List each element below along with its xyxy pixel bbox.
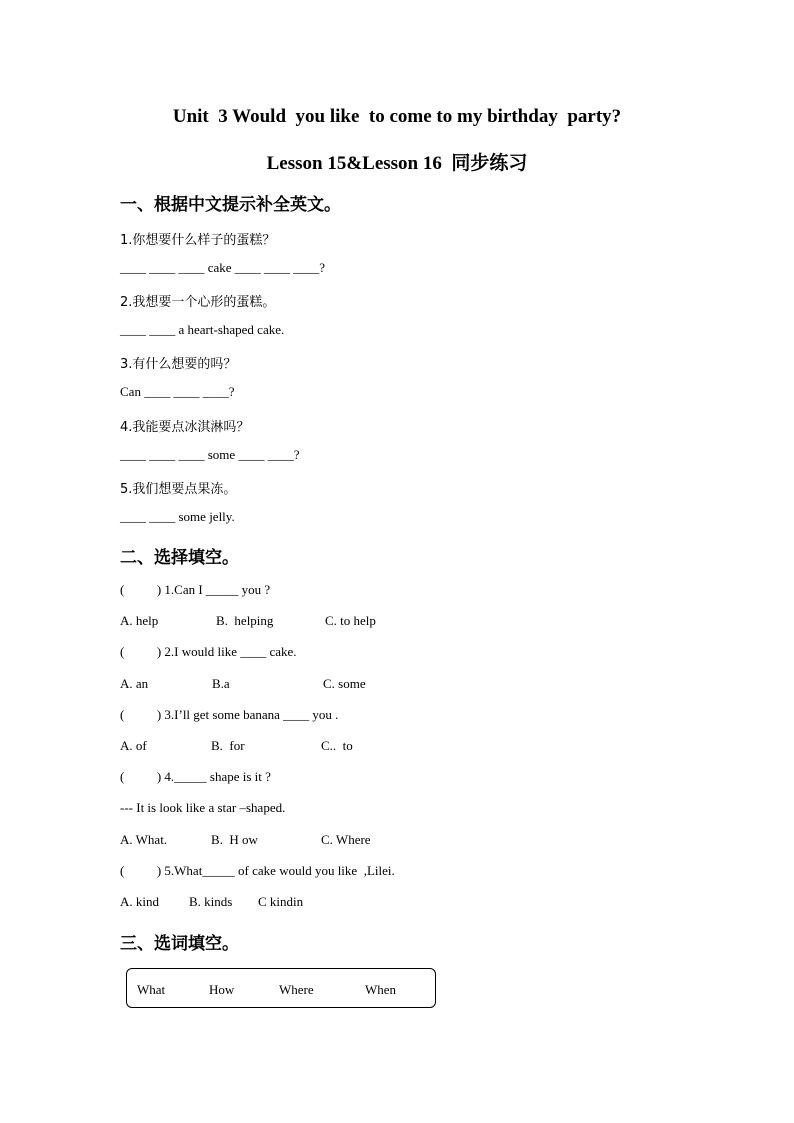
question-cn: 5.我们想要点果冻。	[120, 482, 237, 497]
option-c: C. Where	[321, 832, 371, 847]
option-a: A. help	[120, 613, 159, 628]
word-bank-item: When	[365, 982, 397, 997]
option-a: A. an	[120, 676, 149, 691]
question-cn: 3.有什么想要的吗？	[120, 357, 237, 372]
question-en: ____ ____ a heart-shaped cake.	[120, 322, 285, 337]
page-subtitle: Lesson 15&Lesson 16 同步练习	[266, 153, 528, 174]
option-c: C. to help	[325, 613, 376, 628]
question-en: ____ ____ ____ some ____ ____?	[120, 447, 300, 462]
option-b: B.a	[212, 676, 230, 691]
choice-question: ( ) 2.I would like ____ cake.	[120, 644, 297, 659]
question-cn: 1.你想要什么样子的蛋糕？	[120, 233, 276, 248]
question-dialogue: --- It is look like a star –shaped.	[120, 800, 286, 815]
option-c: C. some	[323, 676, 366, 691]
option-a: A. of	[120, 738, 147, 753]
option-b: B. helping	[216, 613, 274, 628]
word-bank-box	[126, 968, 436, 1008]
choice-question: ( ) 5.What_____ of cake would you like ,Lilei.	[120, 863, 395, 878]
word-bank-item: Where	[279, 982, 314, 997]
question-en: Can ____ ____ ____?	[120, 384, 235, 399]
option-c: C kindin	[258, 894, 304, 909]
page-title: Unit 3 Would you like to come to my birthday party?	[172, 106, 622, 127]
word-bank-item: What	[137, 982, 166, 997]
word-bank-item: How	[209, 982, 235, 997]
option-a: A. What.	[120, 832, 168, 847]
question-cn: 2.我想要一个心形的蛋糕。	[120, 295, 276, 310]
choice-question: ( ) 1.Can I _____ you ?	[120, 582, 271, 597]
choice-question: ( ) 3.I’ll get some banana ____ you .	[120, 707, 339, 722]
section3-heading: 三、选词填空。	[120, 934, 239, 954]
option-a: A. kind	[120, 894, 159, 909]
option-c: C.. to	[321, 738, 353, 753]
question-en: ____ ____ ____ cake ____ ____ ____?	[120, 260, 326, 275]
option-b: B. kinds	[189, 894, 233, 909]
question-en: ____ ____ some jelly.	[120, 509, 235, 524]
question-cn: 4.我能要点冰淇淋吗？	[120, 420, 250, 435]
option-b: B. for	[211, 738, 245, 753]
option-b: B. H ow	[211, 832, 258, 847]
section1-heading: 一、根据中文提示补全英文。	[120, 195, 341, 215]
choice-question: ( ) 4._____ shape is it ?	[120, 769, 271, 784]
section2-heading: 二、选择填空。	[120, 548, 239, 568]
